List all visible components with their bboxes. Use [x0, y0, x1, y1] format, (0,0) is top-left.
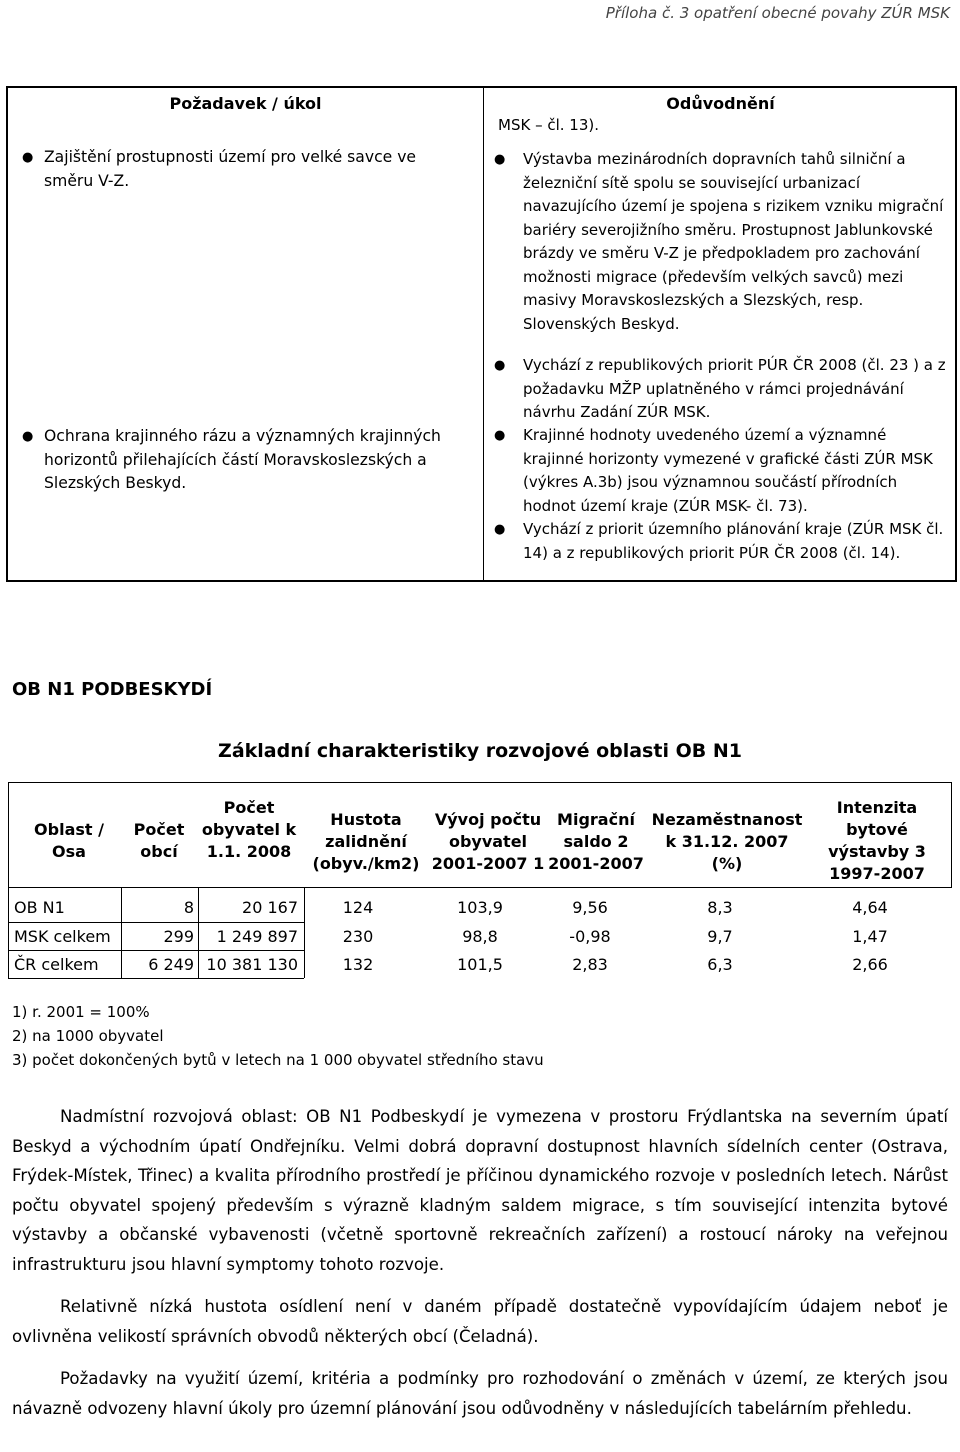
justification-item: ● Vychází z republikových priorit PÚR ČR 2008 (čl. 23 ) a z požadavku MŽP uplatněného v rámci projednávání návrhu Zadání ZÚR MSK.	[494, 356, 946, 421]
header-vyvoj: Vývoj počtu obyvatel 2001-2007 1	[431, 810, 545, 873]
stats-table-title: Základní charakteristiky rozvojové oblasti OB N1	[218, 740, 742, 762]
annex-header-note: Příloha č. 3 opatření obecné povahy ZÚR MSK	[605, 4, 950, 22]
footnote: 2) na 1000 obyvatel	[12, 1027, 164, 1045]
bullet-icon: ●	[494, 428, 506, 443]
column-header-justification: Odůvodnění	[666, 94, 775, 113]
section-title: OB N1 PODBESKYDÍ	[12, 679, 213, 700]
column-header-requirement: Požadavek / úkol	[169, 94, 322, 113]
bullet-icon: ●	[22, 429, 34, 444]
column-divider	[8, 888, 9, 978]
bullet-icon: ●	[494, 522, 506, 537]
justification-carry-text: MSK – čl. 13).	[498, 116, 599, 134]
footnote: 1) r. 2001 = 100%	[12, 1003, 150, 1021]
bullet-icon: ●	[22, 150, 34, 165]
header-pocet-obyvatel: Počet obyvatel k 1.1. 2008	[201, 798, 297, 861]
stats-table-header	[8, 782, 952, 888]
header-hustota: Hustota zalidnění (obyv./km2)	[312, 810, 420, 873]
column-divider	[198, 888, 199, 978]
bullet-icon: ●	[494, 152, 506, 167]
header-oblast: Oblast / Osa	[34, 820, 104, 861]
row-divider	[8, 950, 304, 951]
requirement-item: ● Ochrana krajinného rázu a významných krajinných horizontů přilehajících částí Moravskoslezských a Slezských Beskyd.	[22, 427, 441, 492]
justification-item: ● Krajinné hodnoty uvedeného území a významné krajinné horizonty vymezené v grafické části ZÚR MSK (výkres A.3b) jsou významnou součástí přírodních hodnot území kraje (ZÚR MSK- čl. 73).	[494, 426, 933, 515]
column-divider	[304, 888, 305, 978]
bullet-icon: ●	[494, 358, 506, 373]
row-divider	[8, 922, 304, 923]
header-pocet-obci: Počet obcí	[133, 820, 185, 861]
body-paragraph: Požadavky na využití území, kritéria a podmínky pro rozhodování o změnách v území, ze kterých jsou návazně odvozeny hlavní úkoly pro územní plánování jsou odůvodněny v následujících tabelárním přehledu.	[12, 1369, 948, 1418]
row-divider	[8, 978, 304, 979]
justification-item: ● Výstavba mezinárodních dopravních tahů silniční a železniční sítě spolu se související urbanizací navazujícího území je spojena s rizikem vzniku migrační bariéry severojižního směru. Prostupnost Jablunkovské brázdy ve směru V-Z je předpokladem pro zachování možnosti migrace (především velkých savců) mezi masivy Moravskoslezských a Slezských, resp. Slovenských Beskyd.	[494, 150, 944, 333]
requirement-item: ● Zajištění prostupnosti území pro velké savce ve směru V-Z.	[22, 148, 417, 190]
body-paragraph: Nadmístní rozvojová oblast: OB N1 Podbeskydí je vymezena v prostoru Frýdlantska na severním úpatí Beskyd a východním úpatí Ondřejníku. Velmi dobrá dopravní dostupnost hlavních sídelních center (Ostrava, Frýdek-Místek, Třinec) a kvalita přírodního prostředí je příčinou dynamického rozvoje v posledních letech. Nárůst počtu obyvatel spojený především s výrazně kladným saldem migrace, s tím související intenzita bytové výstavby a občanské vybavenosti (včetně sportovně rekreačních zařízení) a rostoucí nároky na veřejnou infrastrukturu jsou hlavní symptomy tohoto rozvoje.	[12, 1107, 948, 1274]
body-paragraph: Relativně nízká hustota osídlení není v daném případě dostatečně vypovídajícím údajem neboť je ovlivněna velikostí správních obvodů některých obcí (Čeladná).	[12, 1297, 948, 1346]
footnote: 3) počet dokončených bytů v letech na 1 000 obyvatel středního stavu	[12, 1051, 544, 1069]
requirements-table	[6, 86, 957, 582]
header-migracni: Migrační saldo 2 2001-2007	[548, 810, 644, 873]
column-divider	[483, 88, 484, 580]
footnotes	[12, 1000, 544, 1072]
header-intenzita: Intenzita bytové výstavby 3 1997-2007	[828, 798, 926, 883]
justification-item: ● Vychází z priorit územního plánování kraje (ZÚR MSK čl. 14) a z republikových priorit PÚR ČR 2008 (čl. 14).	[494, 520, 944, 562]
header-nezamestnanost: Nezaměstnanost k 31.12. 2007 (%)	[651, 810, 803, 873]
